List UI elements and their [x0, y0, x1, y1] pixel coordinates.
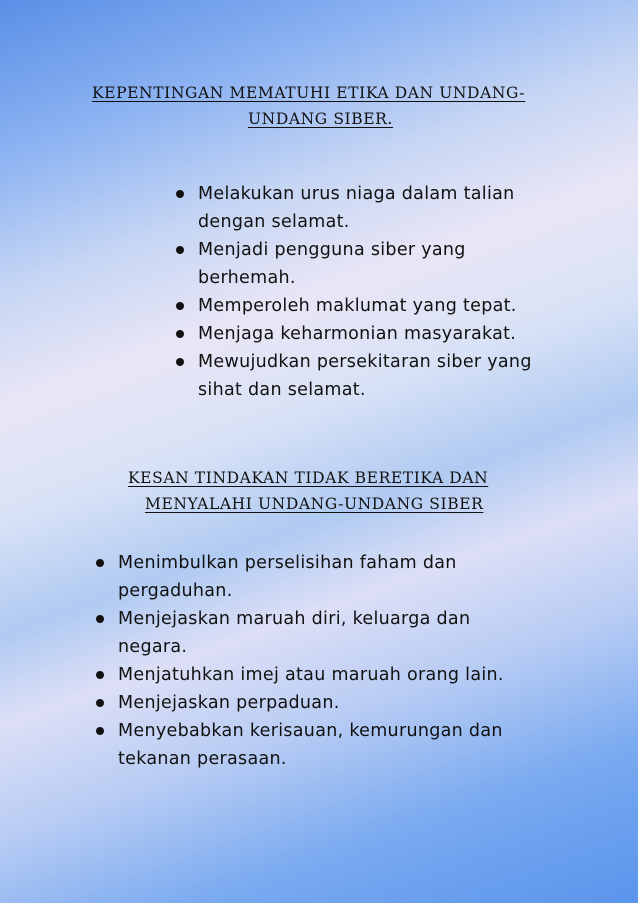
list-item-line1: Menimbulkan perselisihan faham dan: [118, 553, 457, 573]
list-item-line1: Memperoleh maklumat yang tepat.: [198, 296, 517, 316]
list-item: [94, 605, 504, 661]
section2-title-line1: KESAN TINDAKAN TIDAK BERETIKA DAN: [128, 469, 489, 487]
list-item-line2: pergaduhan.: [118, 581, 233, 601]
section1-title-line1: KEPENTINGAN MEMATUHI ETIKA DAN UNDANG-: [92, 84, 526, 102]
bullet-icon: [176, 358, 184, 366]
list-item: [174, 320, 532, 348]
list-item-line1: Menjejaskan maruah diri, keluarga dan: [118, 609, 471, 629]
list-item-line2: dengan selamat.: [198, 212, 350, 232]
list-item-line1: Menjejaskan perpaduan.: [118, 693, 340, 713]
section2-bullet-list: [94, 549, 504, 773]
bullet-icon: [96, 615, 104, 623]
bullet-icon: [96, 699, 104, 707]
list-item-line1: Mewujudkan persekitaran siber yang: [198, 352, 532, 372]
list-item-line1: Menjaga keharmonian masyarakat.: [198, 324, 517, 344]
list-item: [94, 717, 504, 773]
section1-bullet-list: [174, 180, 532, 404]
bullet-icon: [176, 330, 184, 338]
section2-title-line2: MENYALAHI UNDANG-UNDANG SIBER: [145, 495, 484, 513]
list-item-line1: Menjatuhkan imej atau maruah orang lain.: [118, 665, 504, 685]
list-item-line2: negara.: [118, 637, 188, 657]
list-item: [94, 661, 504, 689]
bullet-icon: [96, 727, 104, 735]
list-item: [174, 236, 532, 292]
list-item-line2: sihat dan selamat.: [198, 380, 366, 400]
list-item: [94, 549, 504, 605]
list-item-line2: berhemah.: [198, 268, 296, 288]
list-item: [174, 180, 532, 236]
bullet-icon: [176, 302, 184, 310]
bullet-icon: [176, 246, 184, 254]
list-item-line1: Menyebabkan kerisauan, kemurungan dan: [118, 721, 503, 741]
bullet-icon: [176, 190, 184, 198]
list-item: [174, 292, 532, 320]
list-item-line1: Melakukan urus niaga dalam talian: [198, 184, 515, 204]
list-item: [94, 689, 504, 717]
section1-title-line2: UNDANG SIBER.: [248, 110, 393, 128]
bullet-icon: [96, 671, 104, 679]
list-item-line1: Menjadi pengguna siber yang: [198, 240, 466, 260]
list-item: [174, 348, 532, 404]
bullet-icon: [96, 559, 104, 567]
list-item-line2: tekanan perasaan.: [118, 749, 287, 769]
